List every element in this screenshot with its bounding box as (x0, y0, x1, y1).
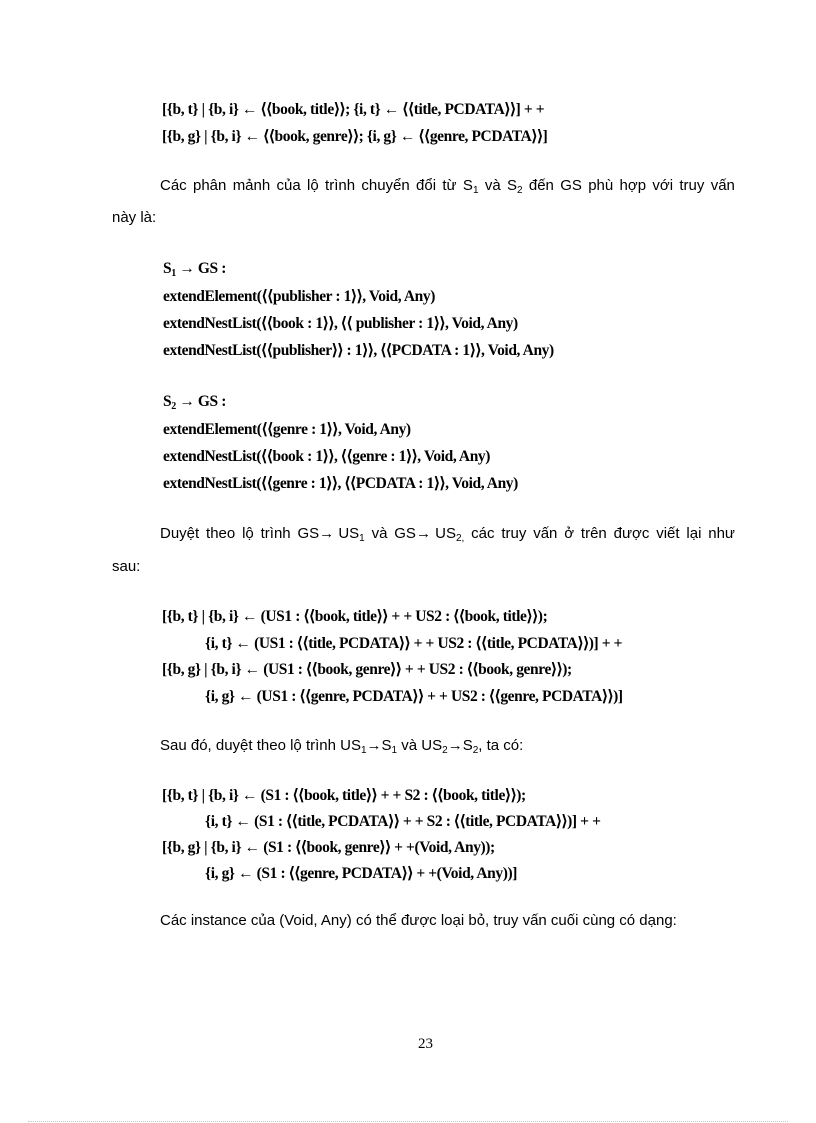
route-gs-us2: $GS\to US_{2,}$ (394, 525, 465, 544)
word: trình (260, 525, 291, 542)
word: vấn (710, 177, 735, 194)
mapping-heading-s2: $S_2$ → GS : (163, 393, 227, 412)
page-number: 23 (418, 1036, 433, 1052)
word: theo (206, 525, 236, 542)
query-line: {i, g} ← (S1 : ⟨⟨genre, PCDATA⟩⟩ + +(Void, Any))] (205, 865, 518, 882)
mapping-heading-s1: $S_1$ → GS : (163, 260, 227, 279)
word: ở (564, 525, 575, 542)
query-line: [{b, g} | {b, i} ← (US1 : ⟨⟨book, genre⟩⟩ + + US2 : ⟨⟨book, genre⟩⟩); (162, 661, 572, 678)
paragraph-line: Các instance của (Void, Any) có thể được loại bỏ, truy vấn cuối cùng có dạng: (160, 912, 677, 929)
word: của (276, 177, 301, 194)
transform-line: extendNestList(⟨⟨book : 1⟩⟩, ⟨⟨genre : 1⟩⟩, Void, Any) (163, 448, 491, 465)
word: trình (325, 177, 356, 194)
word: các (471, 525, 495, 542)
word: phân (193, 177, 227, 194)
word: đến (528, 177, 554, 194)
paragraph-line (160, 525, 735, 542)
word: và (484, 177, 501, 194)
word: truy (501, 525, 527, 542)
symbol-s2: $S_2$ (506, 177, 523, 196)
word: lộ (242, 525, 254, 542)
paragraph-line: này là: (112, 209, 157, 226)
transform-line: extendNestList(⟨⟨publisher⟩⟩ : 1⟩⟩, ⟨⟨PCDATA : 1⟩⟩, Void, Any) (163, 342, 554, 359)
route-gs-us1: $GS\to US_1$ (297, 525, 365, 544)
transform-line: extendNestList(⟨⟨genre : 1⟩⟩, ⟨⟨PCDATA : 1⟩⟩, Void, Any) (163, 475, 518, 492)
word: và (371, 525, 388, 542)
word: vấn (533, 525, 558, 542)
word: lộ (307, 177, 319, 194)
query-line: [{b, t} | {b, i} ← ⟨⟨book, title⟩⟩; {i, t} ← ⟨⟨title, PCDATA⟩⟩] + + (162, 101, 545, 118)
query-line: {i, t} ← (US1 : ⟨⟨title, PCDATA⟩⟩ + + US2 : ⟨⟨title, PCDATA⟩⟩)] + + (205, 635, 623, 652)
query-line: {i, t} ← (S1 : ⟨⟨title, PCDATA⟩⟩ + + S2 : ⟨⟨title, PCDATA⟩⟩)] + + (205, 813, 601, 830)
query-line: {i, g} ← (US1 : ⟨⟨genre, PCDATA⟩⟩ + + US2 : ⟨⟨genre, PCDATA⟩⟩)] (205, 688, 623, 705)
query-line: [{b, g} | {b, i} ← ⟨⟨book, genre⟩⟩; {i, g} ← ⟨⟨genre, PCDATA⟩⟩] (162, 128, 548, 145)
word: viết (656, 525, 680, 542)
word: trên (580, 525, 607, 542)
query-line: [{b, g} | {b, i} ← (S1 : ⟨⟨book, genre⟩⟩ + +(Void, Any)); (162, 839, 495, 856)
bottom-divider (28, 1121, 788, 1122)
word: mảnh (232, 177, 271, 194)
paragraph-line (160, 177, 735, 194)
symbol-s1: $S_1$ (462, 177, 479, 196)
word: như (708, 525, 735, 542)
word: GS (560, 177, 582, 194)
paragraph-line: sau: (112, 558, 141, 575)
word: Các (160, 177, 187, 194)
word: được (613, 525, 650, 542)
transform-line: extendElement(⟨⟨publisher : 1⟩⟩, Void, Any) (163, 288, 435, 305)
word: hợp (619, 177, 647, 194)
transform-line: extendNestList(⟨⟨book : 1⟩⟩, ⟨⟨ publisher : 1⟩⟩, Void, Any) (163, 315, 518, 332)
query-line: [{b, t} | {b, i} ← (US1 : ⟨⟨book, title⟩⟩ + + US2 : ⟨⟨book, title⟩⟩); (162, 608, 548, 625)
paragraph-line: Sau đó, duyệt theo lộ trình $US_1\to S_1$ và $US_2\to S_2$, ta có: (160, 737, 524, 756)
word: đổi (416, 177, 437, 194)
query-line: [{b, t} | {b, i} ← (S1 : ⟨⟨book, title⟩⟩ + + S2 : ⟨⟨book, title⟩⟩); (162, 787, 526, 804)
word: truy (679, 177, 705, 194)
word: lại (686, 525, 702, 542)
word: Duyệt (160, 525, 200, 542)
transform-line: extendElement(⟨⟨genre : 1⟩⟩, Void, Any) (163, 421, 411, 438)
word: chuyển (361, 177, 410, 194)
word: với (652, 177, 674, 194)
word: phù (588, 177, 614, 194)
word: từ (442, 177, 457, 194)
